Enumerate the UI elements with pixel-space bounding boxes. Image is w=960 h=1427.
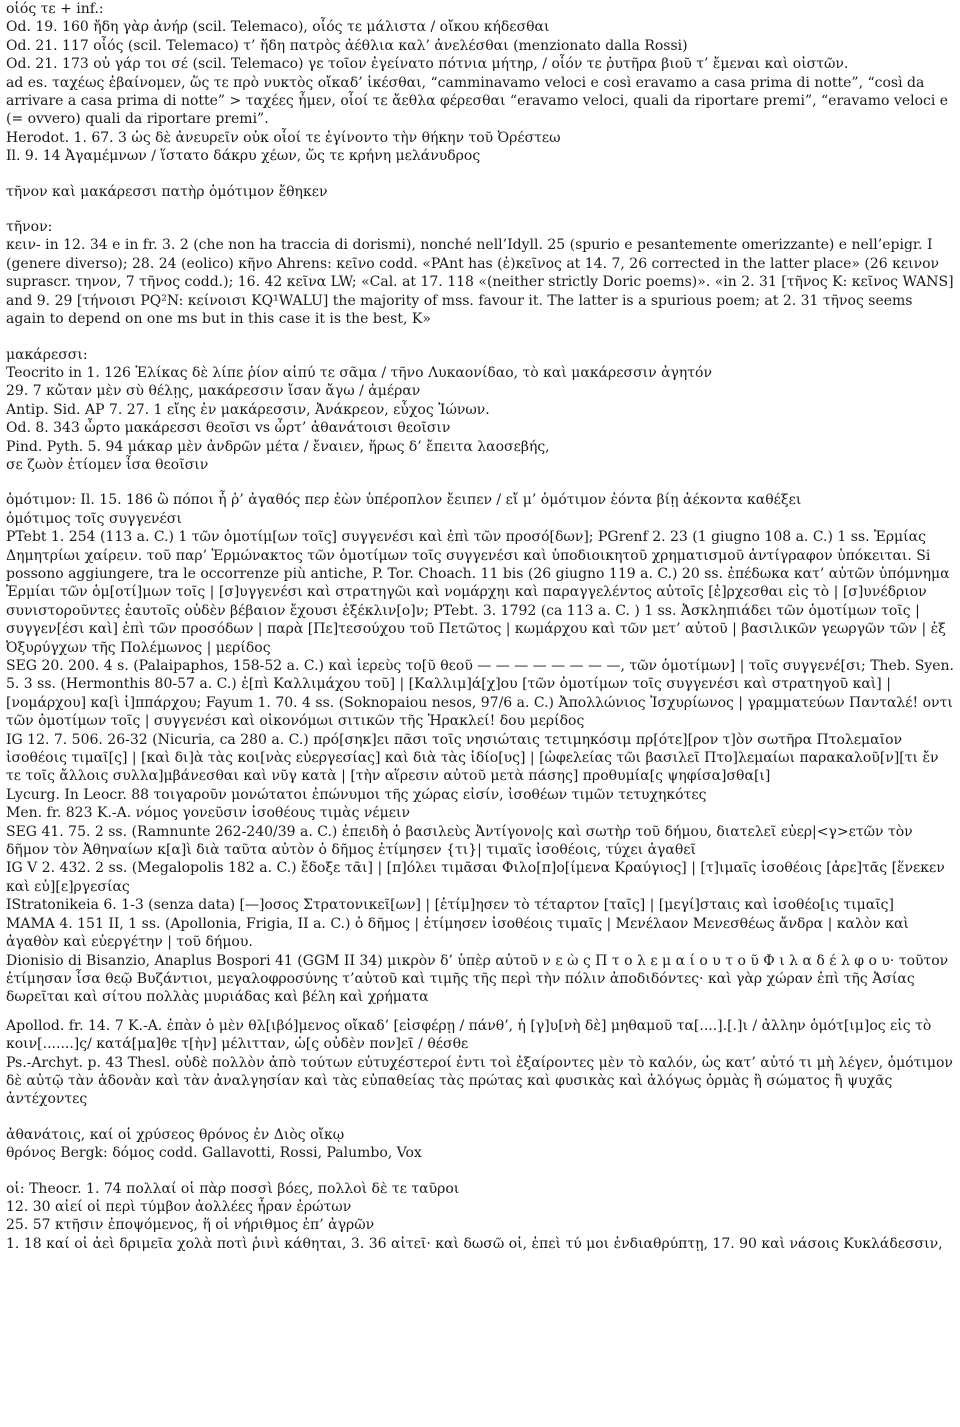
- text-line-herodot: Herodot. 1. 67. 3 ὡς δὲ ἀνευρεῖν οὐκ οἷοί τε ἐγίνοντο τὴν θήκην τοῦ Ὀρέστεω: [6, 129, 561, 146]
- text-line-teocrito: Teocrito in 1. 126 Ἑλίκας δὲ λίπε ῥίον αἰπύ τε σᾶμα / τῆνο Λυκαονίδαο, τὸ καὶ μακάρεσσιν ἀγητόν: [6, 364, 712, 381]
- lemma-makaressi: μακάρεσσι:: [6, 346, 88, 363]
- text-line-antip: Antip. Sid. AP 7. 27. 1 εἴης ἐν μακάρεσσιν, Ἀνάκρεον, εὖχος Ἰώνων.: [6, 401, 490, 418]
- text-line-29: 29. 7 κὤταν μὲν σὺ θέλῃς, μακάρεσσιν ἴσαν ἄγω / ἀμέραν: [6, 383, 421, 400]
- text-paragraph-igv: IG V 2. 432. 2 ss. (Megalopolis 182 a. C.) ἔδοξε τᾶι] | [π]όλει τιμᾶσαι Φιλο[π]ο[ίμενα Κραύγιος] | [τ]ιμαῖς ἰσοθέοις [ἀρε]τᾶς [ἕνεκεν καὶ εὐ][ε]ργεσίας: [6, 860, 945, 895]
- spacer: [6, 1109, 954, 1126]
- text-paragraph-mama: MAMA 4. 151 II, 1 ss. (Apollonia, Frigia, II a. C.) ὁ δῆμος | ἐτίμησεν ἰσοθέοις τιμαῖς | Μενέλαον Μενεσθέως ἄνδρα | καλὸν καὶ ἀγαθὸν καὶ εὐεργέτην | τοῦ δήμου.: [6, 915, 909, 951]
- spacer: [6, 329, 954, 346]
- spacer: [6, 474, 954, 491]
- spacer: [6, 166, 954, 183]
- text-paragraph-seg41: SEG 41. 75. 2 ss. (Ramnunte 262-240/39 a. C.) ἐπειδὴ ὁ βασιλεὺς Ἀντίγονο|ς καὶ σωτὴρ τοῦ δήμου, διατελεῖ εὐερ|<γ>ετῶν τὸν δῆμον τὸν Ἀθηναίων κ[α]ὶ διὰ ταῦτα αὐτὸν ὁ δῆμος ἐτίμησεν {τι}| τιμαῖς ἰσοθέοις, τύχει ἀγαθεῖ: [6, 823, 913, 859]
- text-line-1: οἱός τε + inf.:: [6, 1, 104, 17]
- text-line-iliad: Il. 9. 14 Ἀγαμέμνων / ἵστατο δάκρυ χέων, ὥς τε κρήνη μελάνυδρος: [6, 148, 481, 165]
- text-line-homotimon: ὁμότιμον: Il. 15. 186 ὢ πόποι ἦ ῥ’ ἀγαθός περ ἐὼν ὑπέροπλον ἔειπεν / εἴ μ’ ὁμότιμον ἐόντα βίῃ ἀέκοντα καθέξει: [6, 492, 802, 509]
- text-line-12-30: 12. 30 αἰεί οἱ περὶ τύμβον ἀολλέες ἦραν ἐρώτων: [6, 1198, 352, 1215]
- text-paragraph-seg20: SEG 20. 200. 4 s. (Palaipaphos, 158-52 a. C.) καὶ ἱερεὺς το[ῦ θεοῦ — — — — — — — —, τῶν ὁμοτίμων] | τοῖς συγγενέ[σι; Theb. Syen. 5. 3 ss. (Hermonthis 80-57 a. C.) ἐ[πὶ Καλλιμάχου τοῦ] | [Καλλιμ]ά[χ]ου [τῶν ὁμοτίμων τοῖς συγγενέσι καὶ στρατηγοῦ καὶ] | [νομάρχου] κα[ὶ ἱ]ππάρχου; Fayum 1. 70. 4 ss. (Soknopaiou nesos, 97/6 a. C.) Ἀπολλώνιος Ἰσχυρίωνος | γραμματεύων Πανταλέ! οντι τῶν ὁμοτίμων τοῖς | συγγενέσι καὶ οἰκονόμωι σιτικῶν τῆς Ἡρακλεί! δου μερίδος: [6, 658, 954, 730]
- text-line-istratonikeia: IStratonikeia 6. 1-3 (senza data) [—]οσος Στρατονικεῖ[ων] | [ἐτίμ]ησεν τὸ τέταρτον [ταῖς] | [μεγί]σταις καὶ ἰσοθέο[ις τιμαῖς]: [6, 897, 894, 914]
- text-line-pind: Pind. Pyth. 5. 94 μάκαρ μὲν ἀνδρῶν μέτα / ἔναιεν, ἥρως δ’ ἔπειτα λαοσεβής,: [6, 438, 550, 455]
- text-line-final: 1. 18 καί οἱ ἀεὶ δριμεῖα χολὰ ποτὶ ῥινὶ κάθηται, 3. 36 αἰτεῖ· καὶ δωσῶ οἱ, ἐπεὶ τύ μοι ἐνδιαθρύπτῃ, 17. 90 καὶ νάσοις Κυκλάδεσσιν,: [6, 1235, 943, 1252]
- text-line-men: Men. fr. 823 K.-A. νόμος γονεῦσιν ἰσοθέους τιμὰς νέμειν: [6, 805, 411, 822]
- text-paragraph-tenon: κειν- in 12. 34 e in fr. 3. 2 (che non ha traccia di dorismi), nonché nell’Idyll. 25 (spurio e pesantemente omerizzante) e nell’epigr. I (genere diverso); 28. 24 (eolico) κῆνο Ahrens: κεῖνο codd. «PAnt has (ἐ)κεῖνος at 14. 7, 26 corrected in the latter place» (26 κεινον suprascr. τηνον, 7 τῆνος codd.); 16. 42 κεῖνα LW; «Cal. at 17. 118 «(neither strictly Doric poems)». «in 2. 31 [τῆνος K: κεῖνος WANS] and 9. 29 [τήνοισι PQ²N: κείνοισι KQ¹WALU] the majority of mss. favour it. The latter is a spurious poem; at 2. 31 τῆνος seems again to depend on one ms but in this case it is the best, K»: [6, 237, 954, 328]
- lemma-tenon: τῆνον:: [6, 219, 53, 236]
- text-paragraph-ptebt: PTebt 1. 254 (113 a. C.) 1 τῶν ὁμοτίμ[ων τοῖς] συγγενέσι καὶ ἐπὶ τῶν προσό[δων]; PGrenf 2. 23 (1 giugno 108 a. C.) 1 ss. Ἑρμίας Δημητρίωι χαίρειν. τοῦ παρ’ Ἑρμώνακτος τῶν ὁμοτίμων τοῖς συγγενέσι καὶ ὑποδιοικητοῦ χρηματισμοῦ ἀντίγραφον ὑπόκειται. Si possono aggiungere, tra le occorrenze più antiche, P. Tor. Choach. 11 bis (26 giugno 119 a. C.) 20 ss. ἐπέδωκα κατ’ αὐτῶν ὑπόμνημα Ἑρμίαι τῶν ὁμ[οτί]μων τοῖς | [σ]υγγενέσι καὶ στρατηγῶι καὶ νομάρχηι καὶ παραγγελέντος αὐτοῖς [ἐ]ρχεσθαι εἰς τὸ | [σ]υνέδριον συνιστοροῦντες ἑαυτοῖς οὐδὲν βέβαιον ἔχουσι ἐξέκλιν[ο]ν; PTebt. 3. 1792 (ca 113 a. C. ) 1 ss. Ἀσκληπιάδει τῶν ὁμοτίμων τοῖς | συγγεν[έσι καὶ] ἐπὶ τῶν προσόδων | παρὰ [Πε]τεσούχου τοῦ Πετῶτος | κωμάρχου καὶ τῶν μετ’ αὐτοῦ | βασιλικῶν γεωργῶν τῶν | ἐξ Ὀξυρύγχων τῆς Πολέμωνος | μερίδος: [6, 529, 950, 656]
- lemma-verse: τῆνον καὶ μακάρεσσι πατὴρ ὁμότιμον ἔθηκεν: [6, 183, 328, 200]
- text-paragraph-archyt: Ps.-Archyt. p. 43 Thesl. οὐδὲ πολλὸν ἀπὸ τούτων εὐτυχέστεροί ἐντι τοὶ ἐξαίροντες μὲν τὸ καλόν, ὡς κατ’ αὐτό τι μὴ λέγεν, ὁμότιμον δὲ αὐτῷ τὰν ἁδονὰν καὶ τὰν ἀναλγησίαν καὶ τὰς εὐπαθείας τὰς πρώτας καὶ φυσικὰς καὶ ἀλόγως ὁρμὰς ἢ σώματος ἢ ψυχᾶς ἀντέχοντες: [6, 1054, 953, 1108]
- text-line-od8: Od. 8. 343 ὦρτο μακάρεσσι θεοῖσι vs ὦρτ’ ἀθανάτοισι θεοῖσιν: [6, 420, 451, 437]
- text-line-4: Od. 21. 173 οὐ γάρ τοι σέ (scil. Telemaco) γε τοῖον ἐγείνατο πότνια μήτηρ, / οἷόν τε ῥυτῆρα βιοῦ τ’ ἔμεναι καὶ οἰστῶν.: [6, 56, 849, 73]
- lemma-verse-athanatois: ἀθανάτοις, καί οἱ χρύσεος θρόνος ἐν Διὸς οἴκῳ: [6, 1126, 345, 1143]
- text-line-3: Od. 21. 117 οἷός (scil. Telemaco) τ’ ἤδη πατρὸς ἀέθλια καλ’ ἀνελέσθαι (menzionato dalla Rossi): [6, 37, 688, 54]
- text-paragraph-dionisio: Dionisio di Bisanzio, Anaplus Bospori 41 (GGM II 34) μικρὸν δ’ ὑπὲρ αὐτοῦ ν ε ὼ ς Π τ ο λ ε μ α ί ο υ τ ο ῦ Φ ι λ α δ έ λ φ ο υ· τοῦτον ἐτίμησαν ἶσα θεῷ Βυζάντιοι, μεγαλοφροσύνης τ’αὐτοῦ καὶ τιμῆς τῆς περὶ τὴν πόλιν ἀποδιδόντες· καὶ γὰρ χώραν ἐπὶ τῆς Ἀσίας δωρεῖται καὶ σίτου πολλὰς μυριάδας καὶ βέλη καὶ χρήματα: [6, 952, 949, 1006]
- text-line-2: Od. 19. 160 ἤδη γὰρ ἀνήρ (scil. Telemaco), οἷός τε μάλιστα / οἴκου κήδεσθαι: [6, 19, 550, 36]
- text-line-25-57: 25. 57 κτῆσιν ἐποψόμενος, ἥ οἱ νήριθμος ἐπ’ ἀγρῶν: [6, 1217, 375, 1234]
- text-line-zoon: σε ζωὸν ἐτίομεν ἶσα θεοῖσιν: [6, 456, 209, 473]
- spacer: [6, 201, 954, 218]
- text-line-hoi: οἱ: Theocr. 1. 74 πολλαί οἱ πὰρ ποσσὶ βόες, πολλοὶ δὲ τε ταῦροι: [6, 1180, 460, 1197]
- spacer: [6, 1163, 954, 1180]
- text-paragraph-example: ad es. ταχέως ἐβαίνομεν, ὥς τε πρὸ νυκτὸς οἴκαδ’ ἱκέσθαι, “camminavamo veloci e così eravamo a casa prima di notte”, “così da arrivare a casa prima di notte” > ταχέες ἦμεν, οἷοί τε ἄεθλα φέρεσθαι “eravamo veloci, quali da riportare premi”, “eravamo veloci e (= ovvero) quali da riportare premi”.: [6, 74, 949, 128]
- text-line-lycurg: Lycurg. In Leocr. 88 τοιγαροῦν μονώτατοι ἐπώνυμοι τῆς χώρας εἰσίν, ἰσοθέων τιμῶν τετυχηκότες: [6, 786, 707, 803]
- text-paragraph-ig12: IG 12. 7. 506. 26-32 (Nicuria, ca 280 a. C.) πρό[σηκ]ει πᾶσι τοῖς νησιώταις τετιμηκόσιμ πρ[ότε][ρον τ]ὸν σωτῆρα Πτολεμαῖον ἰσοθέοις τιμαῖ[ς] | [καὶ δι]ὰ τὰς κοι[νὰς εὐεργεσίας] καὶ διὰ τὰς ἰδίο[υς] | [ὠφελείας τῶι βασιλεῖ Πτο]λεμαίωι παρακαλοῦ[ν][τι ἔν τε τοῖς ἄλλοις συλλα]μβάνεσθαι καὶ νῦγ κατὰ | [τὴν αἵρεσιν αὐτοῦ μετὰ πάσης] προθυμία[ς ψηφίσα]σθα[ι]: [6, 731, 939, 785]
- spacer: [6, 1007, 954, 1017]
- text-paragraph-apollod: Apollod. fr. 14. 7 K.-A. ἐπὰν ὁ μὲν θλ[ιβό]μενος οἴκαδ’ [εἰσφέρῃ / πάνθ’, ἡ [γ]υ[νὴ δὲ] μηθαμοῦ τα[....].[.]ι / ἀλλην ὁμότ[ιμ]ος εἰς τὸ κοιν[.......]ς/ κατά[μα]θε τ[ὴν] μέλιτταν, ὡ[ς οὐδὲν πον]εῖ / θέσθε: [6, 1017, 932, 1053]
- lemma-homotimos: ὁμότιμος τοῖς συγγενέσι: [6, 510, 182, 527]
- text-line-thronos: θρόνος Bergk: δόμος codd. Gallavotti, Rossi, Palumbo, Vox: [6, 1145, 422, 1162]
